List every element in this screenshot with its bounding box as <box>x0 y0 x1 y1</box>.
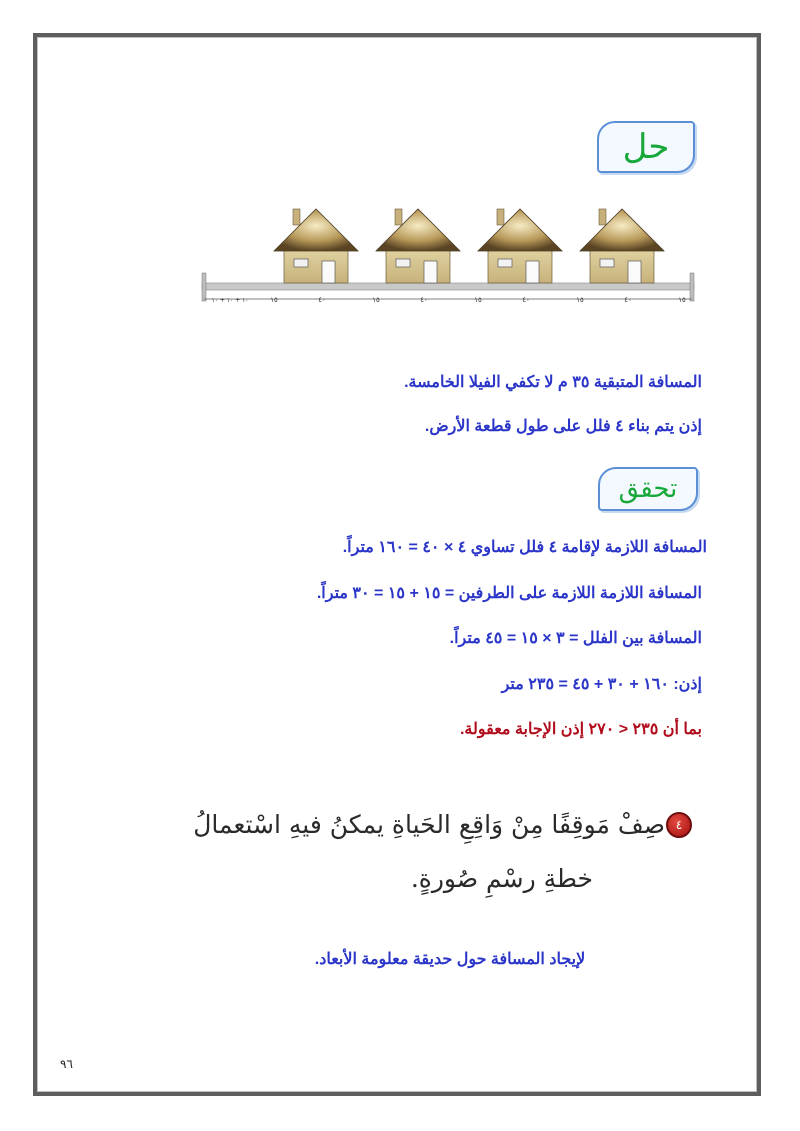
leftover-label: ١٠ + ١٠ + ١٠ <box>211 297 249 304</box>
dimension-label: ١٥ <box>576 296 584 304</box>
dimension-label: ١٥ <box>270 296 278 304</box>
dimension-label: ١٥ <box>474 296 482 304</box>
exercise-line-1: صِفْ مَوقِفًا مِنْ وَاقِعِ الحَياةِ يمكنُ فيهِ اسْتعمالُ <box>193 810 665 839</box>
solution-heading: حل <box>622 127 670 167</box>
solution-line-1: المسافة المتبقية ٣٥ م لا تكفي الفيلا الخامسة. <box>404 374 702 391</box>
villa-house <box>376 209 460 283</box>
exercise-line-2: خطةِ رسْمِ صُورةٍ. <box>410 864 593 893</box>
solution-heading-badge <box>597 121 695 173</box>
dimension-label: ١٥ <box>678 296 686 304</box>
page-number: ٩٦ <box>60 1057 73 1071</box>
villa-house <box>274 209 358 283</box>
dimension-label: ٤٠ <box>318 296 326 304</box>
check-line-4: إذن: ١٦٠ + ٣٠ + ٤٥ = ٢٣٥ متر <box>501 676 702 693</box>
dimension-label: ٤٠ <box>522 296 530 304</box>
villas-illustration <box>196 205 704 315</box>
check-line-2: المسافة اللازمة اللازمة على الطرفين = ١٥ + ١٥ = ٣٠ متراً. <box>316 585 702 602</box>
page-frame <box>33 33 761 1096</box>
check-line-1: المسافة اللازمة لإقامة ٤ فلل تساوي ٤ × ٤٠ = ١٦٠ متراً. <box>342 539 707 556</box>
check-heading: تحقق <box>618 474 678 504</box>
check-line-3: المسافة بين الفلل = ٣ × ١٥ = ٤٥ متراً. <box>449 630 702 647</box>
check-heading-badge <box>598 467 698 511</box>
dimension-label: ٤٠ <box>420 296 428 304</box>
solution-line-2: إذن يتم بناء ٤ فلل على طول قطعة الأرض. <box>424 418 702 435</box>
dimension-label: ٤٠ <box>624 296 632 304</box>
exercise-number-badge: ٤ <box>666 812 692 838</box>
exercise-answer: لإيجاد المسافة حول حديقة معلومة الأبعاد. <box>314 951 586 968</box>
villa-house <box>580 209 664 283</box>
villa-house <box>478 209 562 283</box>
dimension-label: ١٥ <box>372 296 380 304</box>
conclusion-line: بما أن ٢٣٥ < ٢٧٠ إذن الإجابة معقولة. <box>459 721 702 738</box>
